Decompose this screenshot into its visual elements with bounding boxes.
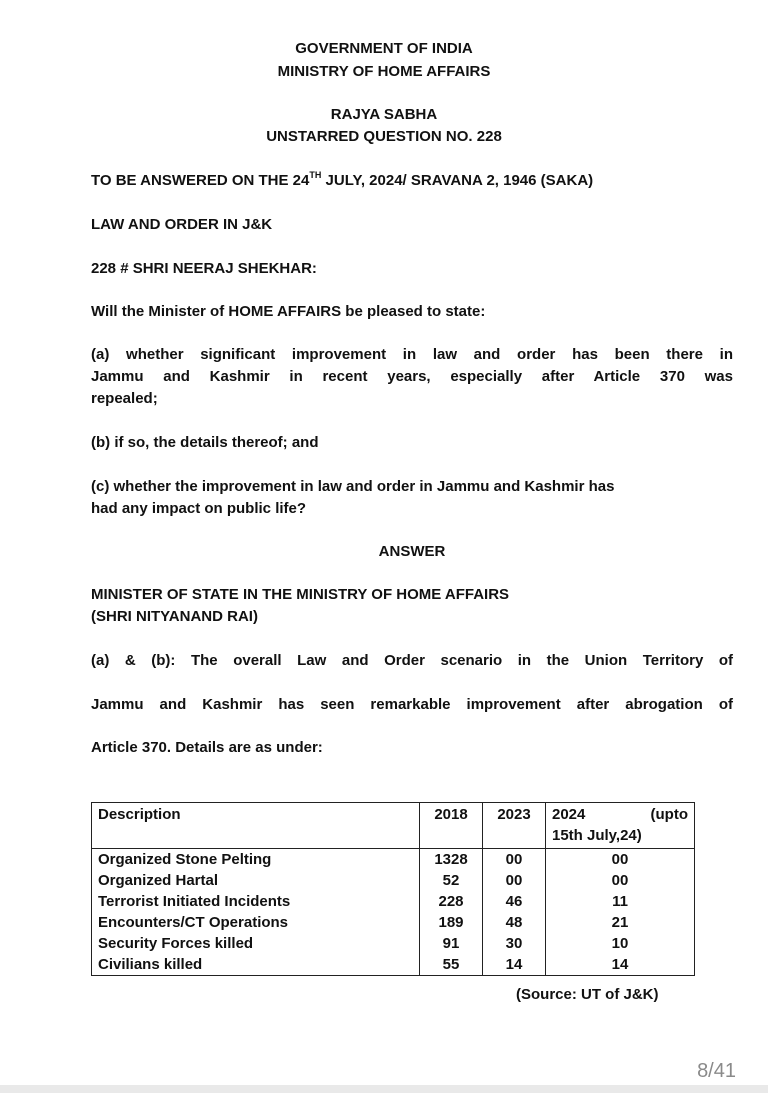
row-2018: 1328: [420, 849, 483, 871]
row-2023: 30: [483, 933, 546, 954]
row-description: Terrorist Initiated Incidents: [92, 891, 420, 912]
scroll-track[interactable]: [0, 1085, 768, 1093]
page-indicator: 8/41: [697, 1060, 736, 1082]
row-2018: 228: [420, 891, 483, 912]
row-2024: 21: [546, 912, 695, 933]
row-description: Organized Stone Pelting: [92, 849, 420, 871]
header-house: RAJYA SABHA: [330, 106, 438, 123]
row-2023: 48: [483, 912, 546, 933]
header-description: Description: [92, 803, 420, 849]
question-a-line-3: repealed;: [91, 390, 158, 407]
statistics-table: [91, 802, 695, 976]
header-2023: 2023: [483, 803, 546, 849]
table-row: [92, 870, 695, 891]
row-2024: 11: [546, 891, 695, 912]
answer-heading: ANSWER: [378, 543, 446, 560]
question-a-line-1: (a) whether significant improvement in law and order has been there in: [91, 346, 733, 363]
row-2018: 55: [420, 954, 483, 976]
row-description: Organized Hartal: [92, 870, 420, 891]
reply-line-1: (a) & (b): The overall Law and Order scenario in the Union Territory of: [91, 652, 733, 669]
table-row: [92, 891, 695, 912]
row-2024: 14: [546, 954, 695, 976]
minister-name: (SHRI NITYANAND RAI): [91, 608, 258, 625]
row-2018: 52: [420, 870, 483, 891]
question-b: (b) if so, the details thereof; and: [91, 434, 319, 451]
header-government: GOVERNMENT OF INDIA: [295, 40, 473, 57]
reply-line-2: Jammu and Kashmir has seen remarkable improvement after abrogation of: [91, 696, 733, 713]
subject: LAW AND ORDER IN J&K: [91, 216, 273, 233]
row-2024: 00: [546, 870, 695, 891]
table-row: [92, 849, 695, 871]
row-2023: 00: [483, 849, 546, 871]
row-2023: 14: [483, 954, 546, 976]
row-2023: 46: [483, 891, 546, 912]
header-2024: 2024 (upto 15th July,24): [546, 803, 695, 849]
row-2018: 91: [420, 933, 483, 954]
row-description: Encounters/CT Operations: [92, 912, 420, 933]
header-2018: 2018: [420, 803, 483, 849]
question-a-line-2: Jammu and Kashmir in recent years, especially after Article 370 was: [91, 368, 733, 385]
question-intro: Will the Minister of HOME AFFAIRS be pleased to state:: [91, 303, 486, 320]
table-source: (Source: UT of J&K): [516, 986, 659, 1003]
question-c-line-1: (c) whether the improvement in law and order in Jammu and Kashmir has: [91, 478, 615, 495]
row-2018: 189: [420, 912, 483, 933]
table-row: [92, 933, 695, 954]
question-c-line-2: had any impact on public life?: [91, 500, 307, 517]
header-ministry: MINISTRY OF HOME AFFAIRS: [277, 63, 491, 80]
row-description: Civilians killed: [92, 954, 420, 976]
header-question-number: UNSTARRED QUESTION NO. 228: [266, 128, 502, 145]
table-header-row: [92, 803, 695, 849]
row-2024: 10: [546, 933, 695, 954]
table-row: [92, 954, 695, 976]
minister-title: MINISTER OF STATE IN THE MINISTRY OF HOME AFFAIRS: [91, 586, 510, 603]
row-2023: 00: [483, 870, 546, 891]
reply-line-3: Article 370. Details are as under:: [91, 739, 323, 756]
answer-date: TO BE ANSWERED ON THE 24TH JULY, 2024/ SRAVANA 2, 1946 (SAKA): [91, 170, 594, 189]
table-row: [92, 912, 695, 933]
member-name: 228 # SHRI NEERAJ SHEKHAR:: [91, 260, 317, 277]
row-2024: 00: [546, 849, 695, 871]
row-description: Security Forces killed: [92, 933, 420, 954]
